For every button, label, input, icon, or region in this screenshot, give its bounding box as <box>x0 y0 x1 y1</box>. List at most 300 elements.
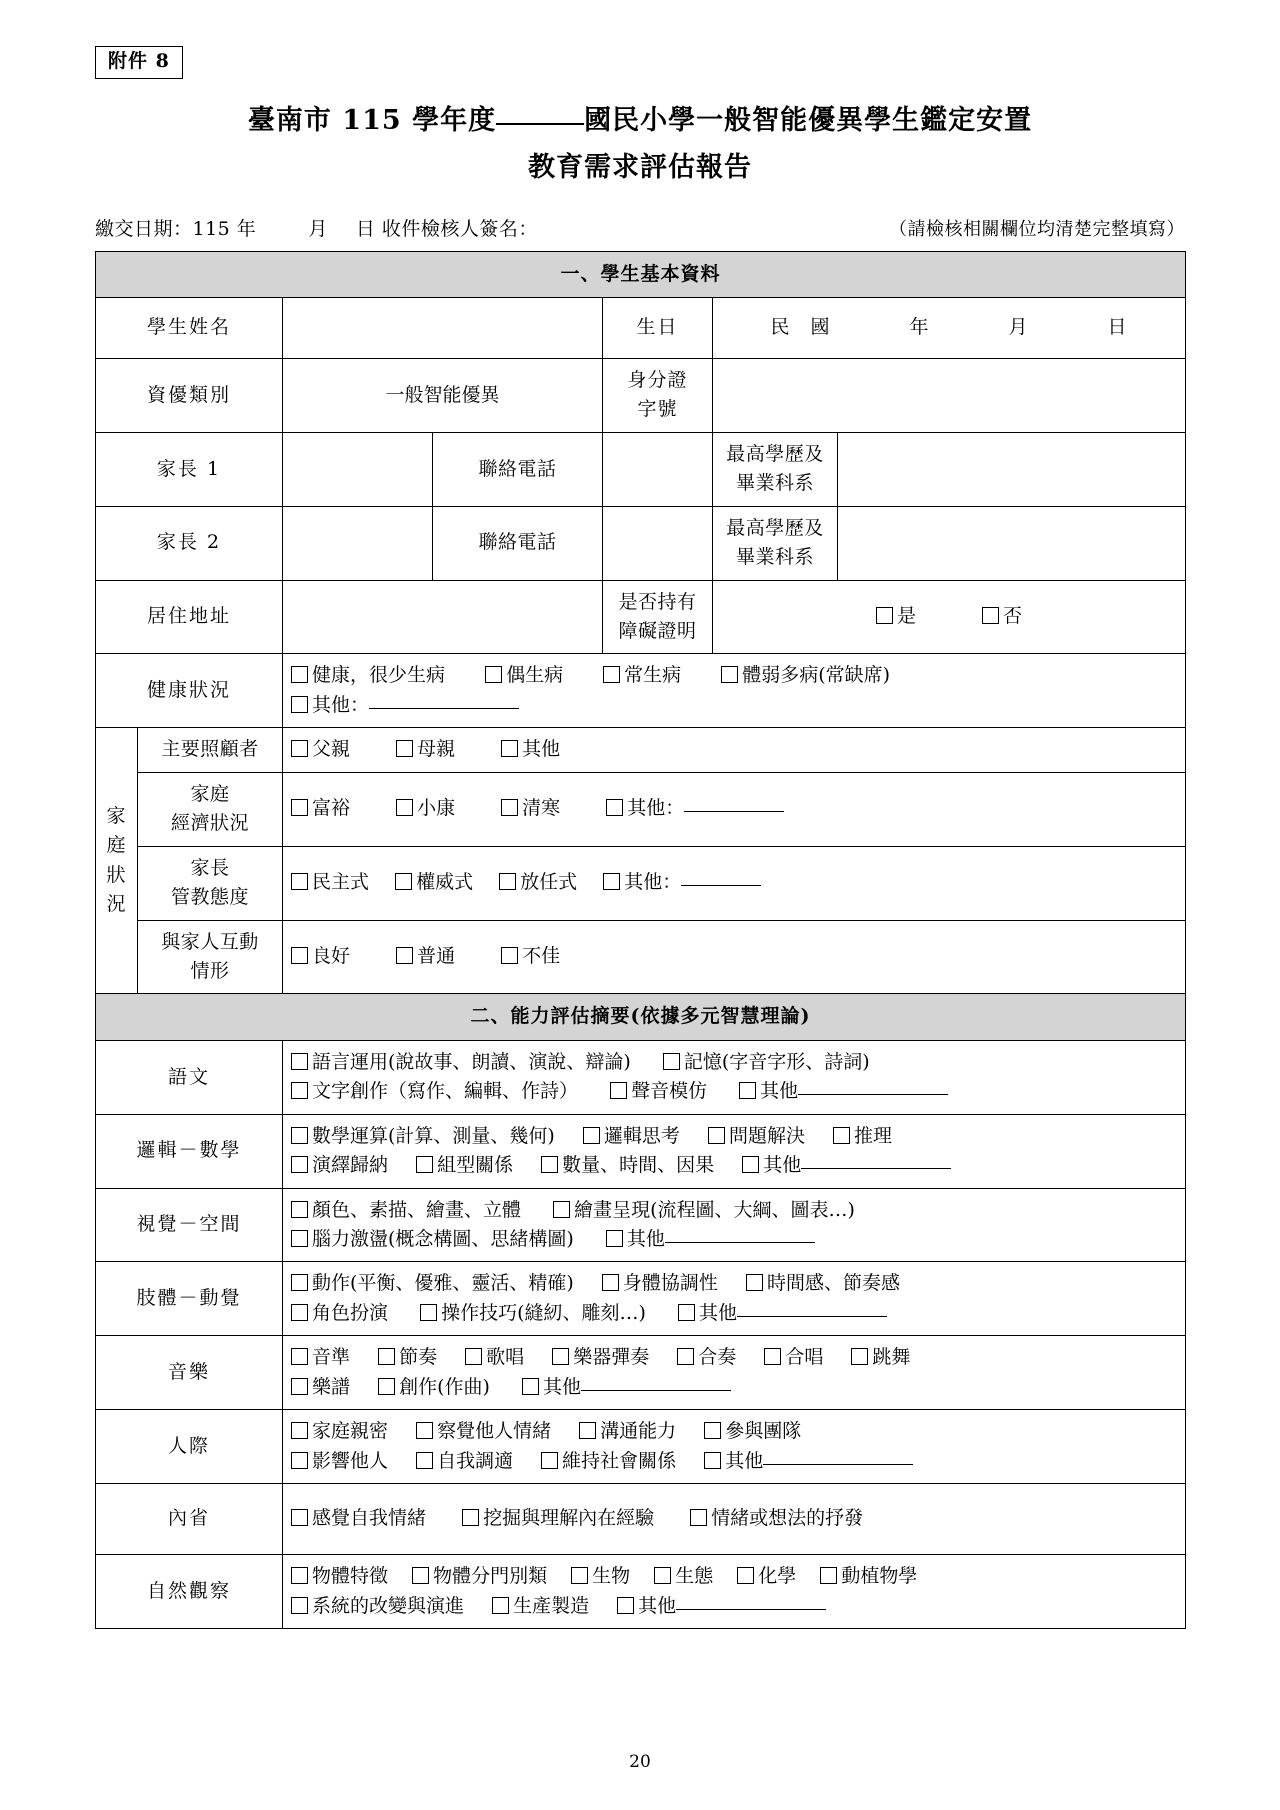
ability-interpersonal-line2 <box>291 1447 1177 1476</box>
checkbox-icon[interactable] <box>583 1127 600 1144</box>
disability-option-no-label: 否 <box>1003 605 1023 628</box>
ability-label-kinesthetic: 肢體－動覺 <box>96 1262 283 1336</box>
title-line-1 <box>95 97 1185 144</box>
health-options-line1 <box>291 661 1177 690</box>
visual-opt-2[interactable] <box>553 1196 855 1225</box>
health-option-1[interactable] <box>291 661 445 690</box>
discipline-options <box>283 846 1186 920</box>
disability-option-yes[interactable] <box>876 602 916 631</box>
checkbox-icon[interactable] <box>579 1422 596 1439</box>
checkbox-icon[interactable] <box>737 1567 754 1584</box>
ability-kinesthetic-line1 <box>291 1269 1177 1298</box>
checkbox-icon[interactable] <box>378 1378 395 1395</box>
parent1-phone-label: 聯絡電話 <box>433 432 603 506</box>
lang-opt-3[interactable] <box>291 1077 578 1106</box>
checkbox-icon[interactable] <box>541 1156 558 1173</box>
interaction-option-bad[interactable] <box>501 942 560 971</box>
music-opt-9-label: 創作(作曲) <box>399 1375 490 1398</box>
checkbox-icon[interactable] <box>654 1567 671 1584</box>
checkbox-icon[interactable] <box>610 1082 627 1099</box>
family-status-label <box>96 728 138 994</box>
inter-other-input[interactable] <box>763 1464 913 1465</box>
nat-opt-3-label: 生物 <box>592 1565 631 1588</box>
checkbox-icon[interactable] <box>291 1274 308 1291</box>
parent2-edu-line1: 最高學歷及 <box>726 516 824 539</box>
inter-opt-5[interactable] <box>291 1447 388 1476</box>
checkbox-icon[interactable] <box>291 1597 308 1614</box>
address-row <box>96 580 1186 654</box>
checkbox-icon[interactable] <box>291 740 308 757</box>
logic-opt-2[interactable] <box>583 1122 680 1151</box>
nat-opt-3[interactable] <box>571 1562 630 1591</box>
checkbox-icon[interactable] <box>291 1378 308 1395</box>
inter-opt-3[interactable] <box>579 1417 676 1446</box>
kin-other-input[interactable] <box>737 1316 887 1317</box>
inter-opt-2[interactable] <box>416 1417 551 1446</box>
parent1-education-input[interactable] <box>838 432 1186 506</box>
interaction-option-good[interactable] <box>291 942 350 971</box>
document-title <box>95 97 1185 192</box>
kin-opt-1[interactable] <box>291 1269 574 1298</box>
parent2-phone-input[interactable] <box>603 506 713 580</box>
interaction-option-bad-label: 不佳 <box>522 945 561 968</box>
checkbox-icon[interactable] <box>291 1053 308 1070</box>
inter-opt-5-label: 影響他人 <box>312 1449 389 1472</box>
checkbox-icon[interactable] <box>501 799 518 816</box>
nat-opt-4[interactable] <box>654 1562 713 1591</box>
checkbox-icon[interactable] <box>291 1422 308 1439</box>
title-blank <box>496 123 584 125</box>
receiver-signature-label: 收件檢核人簽名： <box>381 217 538 240</box>
checkbox-icon[interactable] <box>739 1082 756 1099</box>
parent2-label: 家長 2 <box>96 506 283 580</box>
music-opt-6[interactable] <box>764 1343 823 1372</box>
checkbox-icon[interactable] <box>982 607 999 624</box>
gifted-type-value: 一般智能優異 <box>283 358 603 432</box>
economy-option-rich[interactable] <box>291 794 350 823</box>
parent2-education-label <box>713 506 838 580</box>
checkbox-icon[interactable] <box>492 1597 509 1614</box>
lang-opt-3-label: 文字創作（寫作、編輯、作詩） <box>312 1080 579 1103</box>
kin-opt-4-label: 角色扮演 <box>312 1301 389 1324</box>
parent2-row <box>96 506 1186 580</box>
checkbox-icon[interactable] <box>553 1201 570 1218</box>
ability-logic-line1 <box>291 1122 1177 1151</box>
nat-opt-1[interactable] <box>291 1562 388 1591</box>
logic-opt-5[interactable] <box>291 1151 388 1180</box>
discipline-label <box>138 846 283 920</box>
checkbox-icon[interactable] <box>291 799 308 816</box>
discipline-option-authoritarian-label: 權威式 <box>416 871 474 894</box>
checkbox-icon[interactable] <box>552 1348 569 1365</box>
health-option-3[interactable] <box>603 661 681 690</box>
logic-opt-6[interactable] <box>416 1151 513 1180</box>
checkbox-icon[interactable] <box>462 1509 479 1526</box>
kin-opt-2[interactable] <box>602 1269 718 1298</box>
checkbox-icon[interactable] <box>501 947 518 964</box>
visual-opt-3-label: 腦力激盪(概念構圖、思緒構圖) <box>312 1228 574 1250</box>
music-opt-other[interactable] <box>522 1373 731 1402</box>
visual-opt-1[interactable] <box>291 1196 521 1225</box>
nat-other-input[interactable] <box>676 1609 826 1610</box>
economy-option-rich-label: 富裕 <box>312 797 351 820</box>
nat-opt-5-label: 化學 <box>758 1565 797 1588</box>
checkbox-icon[interactable] <box>522 1378 539 1395</box>
nat-opt-8-label: 生產製造 <box>513 1594 590 1617</box>
ability-options-naturalist <box>283 1555 1186 1629</box>
address-label: 居住地址 <box>96 580 283 654</box>
ability-row-visual <box>96 1188 1186 1262</box>
checkbox-icon[interactable] <box>746 1274 763 1291</box>
meta-left <box>95 214 538 241</box>
health-option-1-label: 健康，很少生病 <box>312 664 446 687</box>
economy-option-other[interactable] <box>606 794 784 823</box>
economy-other-input[interactable] <box>684 811 784 812</box>
meta-row <box>95 214 1185 241</box>
checkbox-icon[interactable] <box>678 1304 695 1321</box>
lang-opt-4[interactable] <box>610 1077 707 1106</box>
music-opt-2-label: 節奏 <box>399 1346 438 1369</box>
nat-opt-7[interactable] <box>291 1592 464 1621</box>
discipline-option-democratic[interactable] <box>291 868 369 897</box>
inter-opt-1[interactable] <box>291 1417 388 1446</box>
health-option-other[interactable] <box>291 691 519 720</box>
inter-opt-4-label: 參與團隊 <box>725 1420 802 1443</box>
caregiver-option-father[interactable] <box>291 735 350 764</box>
intra-opt-3[interactable] <box>690 1504 863 1533</box>
nat-opt-6[interactable] <box>820 1562 917 1591</box>
kin-opt-2-label: 身體協調性 <box>622 1272 718 1295</box>
lang-other-input[interactable] <box>798 1094 948 1095</box>
economy-option-ok[interactable] <box>396 794 455 823</box>
ability-kinesthetic-line2 <box>291 1299 1177 1328</box>
ability-options-interpersonal <box>283 1410 1186 1484</box>
music-opt-1[interactable] <box>291 1343 350 1372</box>
nat-opt-other[interactable] <box>617 1592 826 1621</box>
parent1-name-input[interactable] <box>283 432 433 506</box>
discipline-option-other-label: 其他： <box>624 871 682 894</box>
kin-opt-other-label: 其他 <box>698 1301 737 1324</box>
logic-opt-4[interactable] <box>833 1122 892 1151</box>
caregiver-options <box>283 728 1186 772</box>
discipline-label-line1: 家長 <box>190 856 230 879</box>
logic-opt-2-label: 邏輯思考 <box>603 1124 680 1147</box>
checkbox-icon[interactable] <box>820 1567 837 1584</box>
checkbox-icon[interactable] <box>603 666 620 683</box>
checkbox-icon[interactable] <box>606 1230 623 1247</box>
kin-opt-other[interactable] <box>678 1299 887 1328</box>
checkbox-icon[interactable] <box>602 1274 619 1291</box>
gifted-type-label: 資優類別 <box>96 358 283 432</box>
interaction-label-line2: 情形 <box>190 959 230 982</box>
birth-year: 年 <box>909 316 930 339</box>
checkbox-icon[interactable] <box>291 666 308 683</box>
parent1-label: 家長 1 <box>96 432 283 506</box>
section1-heading-row <box>96 251 1186 297</box>
address-input[interactable] <box>283 580 603 654</box>
discipline-option-permissive[interactable] <box>499 868 577 897</box>
checkbox-icon[interactable] <box>378 1348 395 1365</box>
disability-option-yes-label: 是 <box>896 605 916 628</box>
checkbox-icon[interactable] <box>677 1348 694 1365</box>
ability-music-line1 <box>291 1343 1177 1372</box>
disability-cert-label <box>603 580 713 654</box>
submit-day-label: 日 <box>355 217 376 240</box>
checkbox-icon[interactable] <box>291 1230 308 1247</box>
economy-row <box>96 772 1186 846</box>
checkbox-icon[interactable] <box>690 1509 707 1526</box>
checkbox-icon[interactable] <box>501 740 518 757</box>
checkbox-icon[interactable] <box>851 1348 868 1365</box>
caregiver-option-father-label: 父親 <box>312 738 351 761</box>
checkbox-icon[interactable] <box>704 1452 721 1469</box>
ability-language-line2 <box>291 1077 1177 1106</box>
checkbox-icon[interactable] <box>291 1156 308 1173</box>
intra-opt-2[interactable] <box>462 1504 654 1533</box>
visual-opt-other[interactable] <box>606 1225 815 1254</box>
checkbox-icon[interactable] <box>412 1567 429 1584</box>
economy-option-poor[interactable] <box>501 794 560 823</box>
family-label-char-2: 庭 <box>106 834 127 857</box>
checkbox-icon[interactable] <box>291 1452 308 1469</box>
family-label-char-1: 家 <box>106 804 127 827</box>
discipline-other-input[interactable] <box>681 885 761 886</box>
section2-heading: 二、能力評估摘要(依據多元智慧理論) <box>96 994 1186 1040</box>
checkbox-icon[interactable] <box>291 1509 308 1526</box>
music-opt-1-label: 音準 <box>312 1346 351 1369</box>
disability-label-line2: 障礙證明 <box>618 620 697 642</box>
ability-options-intrapersonal <box>283 1484 1186 1555</box>
ability-options-logic <box>283 1114 1186 1188</box>
intra-opt-3-label: 情緒或想法的抒發 <box>711 1507 864 1530</box>
inter-opt-2-label: 察覺他人情緒 <box>437 1420 552 1443</box>
student-name-input[interactable] <box>283 297 603 358</box>
interaction-options <box>283 920 1186 994</box>
checkbox-icon[interactable] <box>606 799 623 816</box>
logic-opt-other-label: 其他 <box>763 1154 802 1177</box>
discipline-option-other[interactable] <box>603 868 761 897</box>
caregiver-option-mother-label: 母親 <box>417 738 456 761</box>
ability-label-logic: 邏輯－數學 <box>96 1114 283 1188</box>
parent2-phone-label: 聯絡電話 <box>433 506 603 580</box>
parent2-edu-line2: 畢業科系 <box>735 546 814 569</box>
nat-opt-1-label: 物體特徵 <box>312 1565 389 1588</box>
discipline-row <box>96 846 1186 920</box>
logic-opt-7-label: 數量、時間、因果 <box>562 1154 715 1177</box>
logic-opt-5-label: 演繹歸納 <box>312 1154 389 1177</box>
checkbox-icon[interactable] <box>291 947 308 964</box>
checkbox-icon[interactable] <box>291 1082 308 1099</box>
caregiver-label: 主要照顧者 <box>138 728 283 772</box>
form-table <box>95 251 1186 1629</box>
lang-opt-4-label: 聲音模仿 <box>631 1080 708 1103</box>
checkbox-icon[interactable] <box>876 607 893 624</box>
birth-label: 生日 <box>603 297 713 358</box>
music-opt-3[interactable] <box>465 1343 524 1372</box>
nat-opt-4-label: 生態 <box>675 1565 714 1588</box>
inter-opt-7-label: 維持社會關係 <box>562 1449 677 1472</box>
parent1-edu-line2: 畢業科系 <box>735 472 814 495</box>
checkbox-icon[interactable] <box>708 1127 725 1144</box>
checkbox-icon[interactable] <box>291 1348 308 1365</box>
ability-music-line2 <box>291 1373 1177 1402</box>
intra-opt-1[interactable] <box>291 1504 426 1533</box>
interaction-label-line1: 與家人互動 <box>161 930 259 953</box>
kin-opt-5[interactable] <box>420 1299 646 1328</box>
health-option-2[interactable] <box>485 661 563 690</box>
ability-naturalist-line1 <box>291 1562 1177 1591</box>
visual-opt-1-label: 顏色、素描、繪畫、立體 <box>312 1198 522 1221</box>
discipline-option-permissive-label: 放任式 <box>520 871 578 894</box>
checkbox-icon[interactable] <box>499 873 516 890</box>
birth-input[interactable] <box>713 297 1186 358</box>
logic-opt-7[interactable] <box>541 1151 714 1180</box>
economy-option-poor-label: 清寒 <box>522 797 561 820</box>
family-label-char-3: 狀 <box>106 863 127 886</box>
logic-other-input[interactable] <box>801 1168 951 1169</box>
disability-option-no[interactable] <box>982 602 1022 631</box>
ability-options-music <box>283 1336 1186 1410</box>
id-label-line1: 身分證 <box>627 368 688 391</box>
checkbox-icon[interactable] <box>291 1127 308 1144</box>
logic-opt-1[interactable] <box>291 1122 555 1151</box>
meta-note: （請檢核相關欄位均清楚完整填寫） <box>889 218 1185 240</box>
checkbox-icon[interactable] <box>603 873 620 890</box>
discipline-option-authoritarian[interactable] <box>395 868 473 897</box>
ability-language-line1 <box>291 1048 1177 1077</box>
checkbox-icon[interactable] <box>833 1127 850 1144</box>
checkbox-icon[interactable] <box>395 873 412 890</box>
lang-opt-1[interactable] <box>291 1048 631 1077</box>
ability-row-logic <box>96 1114 1186 1188</box>
kin-opt-3[interactable] <box>746 1269 900 1298</box>
checkbox-icon[interactable] <box>291 1201 308 1218</box>
checkbox-icon[interactable] <box>416 1452 433 1469</box>
ability-label-interpersonal: 人際 <box>96 1410 283 1484</box>
visual-opt-other-label: 其他 <box>626 1228 665 1250</box>
checkbox-icon[interactable] <box>465 1348 482 1365</box>
kin-opt-4[interactable] <box>291 1299 388 1328</box>
caregiver-option-other-label: 其他 <box>522 738 561 761</box>
nat-opt-8[interactable] <box>492 1592 589 1621</box>
music-opt-other-label: 其他 <box>542 1375 581 1398</box>
nat-opt-5[interactable] <box>737 1562 796 1591</box>
checkbox-icon[interactable] <box>663 1053 680 1070</box>
music-opt-4-label: 樂器彈奏 <box>573 1346 650 1369</box>
caregiver-option-other[interactable] <box>501 735 560 764</box>
birth-day: 日 <box>1107 316 1128 339</box>
interaction-option-normal-label: 普通 <box>417 945 456 968</box>
lang-opt-other[interactable] <box>739 1077 948 1106</box>
kin-opt-5-label: 操作技巧(縫紉、雕刻…) <box>441 1301 646 1324</box>
checkbox-icon[interactable] <box>291 696 308 713</box>
caregiver-option-mother[interactable] <box>396 735 455 764</box>
nat-opt-6-label: 動植物學 <box>841 1565 918 1588</box>
logic-opt-1-label: 數學運算(計算、測量、幾何) <box>312 1124 555 1147</box>
checkbox-icon[interactable] <box>764 1348 781 1365</box>
ability-row-naturalist <box>96 1555 1186 1629</box>
inter-opt-other[interactable] <box>704 1447 913 1476</box>
checkbox-icon[interactable] <box>721 666 738 683</box>
health-other-input[interactable] <box>369 708 519 709</box>
student-name-label: 學生姓名 <box>96 297 283 358</box>
parent1-row <box>96 432 1186 506</box>
parent2-education-input[interactable] <box>838 506 1186 580</box>
music-other-input[interactable] <box>581 1390 731 1391</box>
checkbox-icon[interactable] <box>416 1422 433 1439</box>
inter-opt-6-label: 自我調適 <box>437 1449 514 1472</box>
nat-opt-other-label: 其他 <box>638 1594 677 1617</box>
inter-opt-6[interactable] <box>416 1447 513 1476</box>
inter-opt-4[interactable] <box>704 1417 801 1446</box>
checkbox-icon[interactable] <box>396 799 413 816</box>
ability-visual-line1 <box>291 1196 1177 1225</box>
id-label-line2: 字號 <box>637 398 678 421</box>
checkbox-icon[interactable] <box>291 1304 308 1321</box>
checkbox-icon[interactable] <box>541 1452 558 1469</box>
economy-label-line1: 家庭 <box>190 782 230 805</box>
section1-heading: 一、學生基本資料 <box>96 251 1186 297</box>
logic-opt-3-label: 問題解決 <box>728 1124 805 1147</box>
parent2-name-input[interactable] <box>283 506 433 580</box>
inter-opt-7[interactable] <box>541 1447 676 1476</box>
visual-opt-3[interactable] <box>291 1225 574 1254</box>
checkbox-icon[interactable] <box>420 1304 437 1321</box>
health-options-line2 <box>291 691 1177 720</box>
lang-opt-2[interactable] <box>663 1048 870 1077</box>
checkbox-icon[interactable] <box>396 947 413 964</box>
logic-opt-3[interactable] <box>708 1122 805 1151</box>
intra-opt-2-label: 挖掘與理解內在經驗 <box>483 1507 655 1530</box>
music-opt-7[interactable] <box>851 1343 910 1372</box>
music-opt-8[interactable] <box>291 1373 350 1402</box>
lang-opt-2-label: 記憶(字音字形、詩詞) <box>683 1050 870 1073</box>
checkbox-icon[interactable] <box>704 1422 721 1439</box>
logic-opt-6-label: 組型關係 <box>437 1154 514 1177</box>
checkbox-icon[interactable] <box>416 1156 433 1173</box>
health-option-4[interactable] <box>721 661 890 690</box>
kin-opt-3-label: 時間感、節奏感 <box>766 1272 900 1295</box>
visual-other-input[interactable] <box>665 1242 815 1243</box>
economy-option-ok-label: 小康 <box>417 797 456 820</box>
checkbox-icon[interactable] <box>571 1567 588 1584</box>
ability-options-language <box>283 1040 1186 1114</box>
health-label: 健康狀況 <box>96 654 283 728</box>
nat-opt-2-label: 物體分門別類 <box>433 1565 548 1588</box>
checkbox-icon[interactable] <box>485 666 502 683</box>
inter-opt-3-label: 溝通能力 <box>600 1420 677 1443</box>
music-opt-4[interactable] <box>552 1343 649 1372</box>
music-opt-3-label: 歌唱 <box>486 1346 525 1369</box>
parent1-phone-input[interactable] <box>603 432 713 506</box>
inter-opt-other-label: 其他 <box>725 1449 764 1472</box>
checkbox-icon[interactable] <box>396 740 413 757</box>
interaction-option-normal[interactable] <box>396 942 455 971</box>
checkbox-icon[interactable] <box>291 1567 308 1584</box>
checkbox-icon[interactable] <box>742 1156 759 1173</box>
checkbox-icon[interactable] <box>291 873 308 890</box>
music-opt-5[interactable] <box>677 1343 736 1372</box>
music-opt-2[interactable] <box>378 1343 437 1372</box>
id-number-input[interactable] <box>713 358 1186 432</box>
checkbox-icon[interactable] <box>617 1597 634 1614</box>
submit-month-label: 月 <box>308 217 328 240</box>
intra-opt-1-label: 感覺自我情緒 <box>312 1507 427 1530</box>
music-opt-9[interactable] <box>378 1373 490 1402</box>
ability-logic-line2 <box>291 1151 1177 1180</box>
nat-opt-2[interactable] <box>412 1562 547 1591</box>
logic-opt-other[interactable] <box>742 1151 951 1180</box>
